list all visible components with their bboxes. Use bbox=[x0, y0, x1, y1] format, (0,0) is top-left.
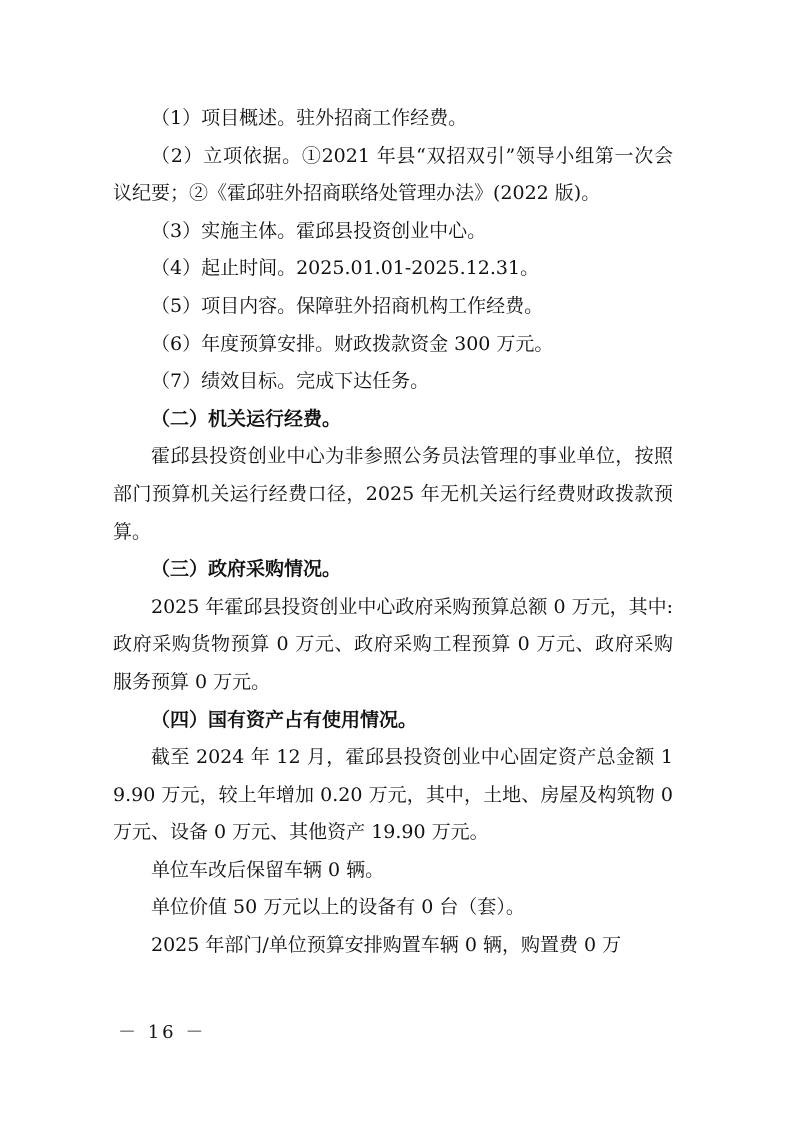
section-heading-assets: （四）国有资产占有使用情况。 bbox=[151, 708, 418, 731]
paragraph-assets: 截至 2024 年 12 月，霍邱县投资创业中心固定资产总金额 19.90 万元，较上年增加 0.20 万元，其中，土地、房屋及构筑物 0 万元、设备 0 万元、其他资产 19.90 万元。 bbox=[113, 746, 673, 844]
section-heading-operating: （二）机关运行经费。 bbox=[151, 407, 342, 430]
document-body bbox=[113, 100, 673, 965]
item-overview: （1）项目概述。驻外招商工作经费。 bbox=[151, 107, 468, 129]
paragraph-procurement: 2025 年霍邱县投资创业中心政府采购预算总额 0 万元，其中: 政府采购货物预算 0 万元、政府采购工程预算 0 万元、政府采购服务预算 0 万元。 bbox=[113, 595, 673, 693]
paragraph-equipment: 单位价值 50 万元以上的设备有 0 台（套）。 bbox=[151, 896, 525, 919]
item-budget: （6）年度预算安排。财政拨款资金 300 万元。 bbox=[151, 332, 554, 355]
section-heading-procurement: （三）政府采购情况。 bbox=[151, 558, 342, 581]
item-basis: （2）立项依据。①2021 年县“双招双引”领导小组第一次会议纪要；②《霍邱驻外招商联络处管理办法》(2022 版)。 bbox=[113, 144, 673, 205]
item-implementer: （3）实施主体。霍邱县投资创业中心。 bbox=[151, 219, 487, 242]
item-goal: （7）绩效目标。完成下达任务。 bbox=[151, 370, 430, 393]
item-content: （5）项目内容。保障驻外招商机构工作经费。 bbox=[151, 294, 544, 317]
item-period: （4）起止时间。2025.01.01-2025.12.31。 bbox=[151, 257, 540, 280]
paragraph-vehicles: 单位车改后保留车辆 0 辆。 bbox=[151, 858, 385, 881]
page-number: － 16 － bbox=[118, 1022, 207, 1043]
paragraph-operating: 霍邱县投资创业中心为非参照公务员法管理的事业单位，按照部门预算机关运行经费口径，2025 年无机关运行经费财政拨款预算。 bbox=[113, 445, 673, 543]
paragraph-vehicle-purchase: 2025 年部门/单位预算安排购置车辆 0 辆，购置费 0 万 bbox=[151, 934, 622, 957]
